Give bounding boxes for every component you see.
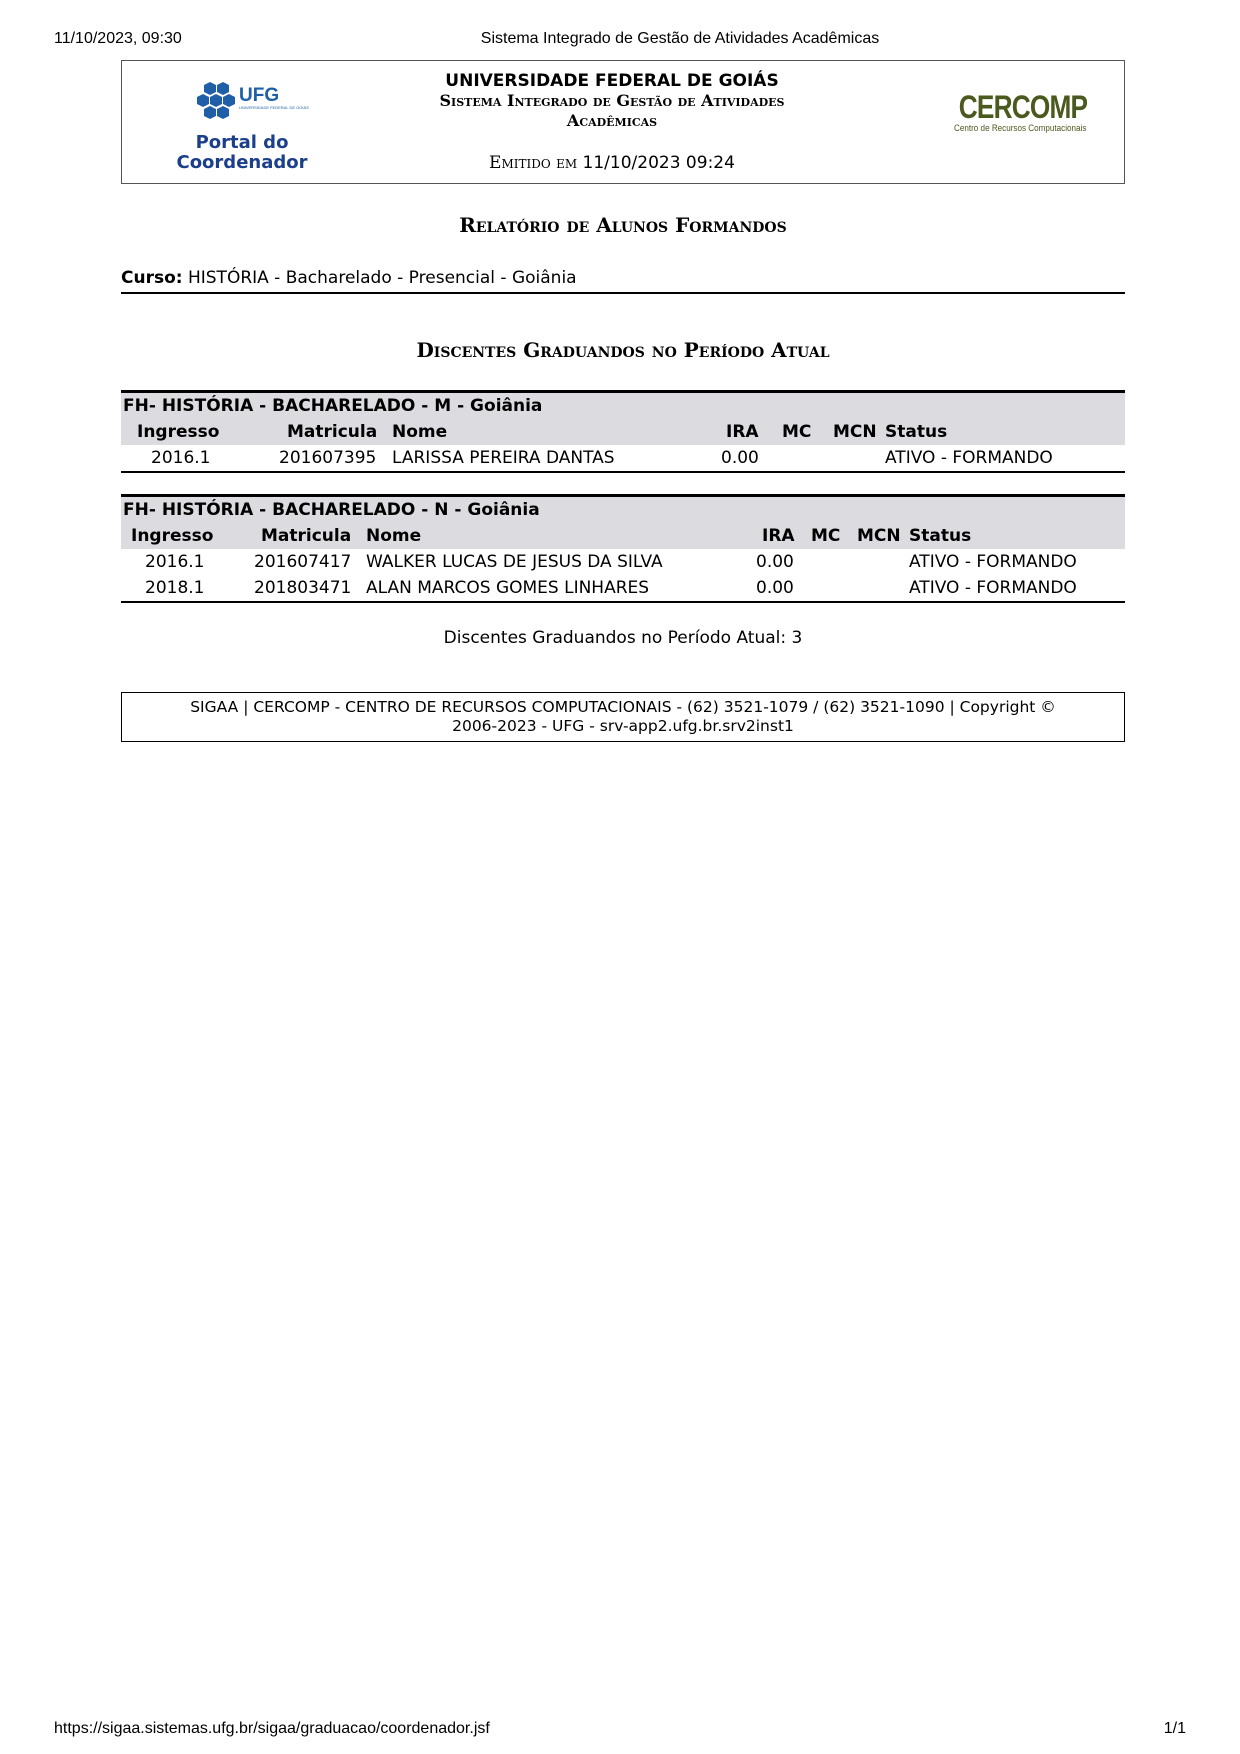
table-row (121, 445, 1125, 471)
col-matricula: Matricula (261, 526, 352, 546)
section-title: Discentes Graduandos no Período Atual (416, 338, 830, 362)
cell-matricula: 201607417 (254, 552, 352, 572)
col-ira: IRA (726, 422, 759, 442)
col-ira: IRA (762, 526, 795, 546)
table-row (121, 549, 1125, 575)
print-page-count: 1/1 (1163, 1720, 1186, 1737)
table-header (121, 419, 1125, 445)
course-label: Curso: (121, 268, 183, 288)
col-mc: MC (811, 526, 841, 546)
cell-ingresso: 2018.1 (145, 578, 205, 598)
cell-ingresso: 2016.1 (145, 552, 205, 572)
col-nome: Nome (366, 526, 422, 546)
cercomp-logo-subtext: Centro de Recursos Computacionais (954, 123, 1087, 133)
system-name-line2: Acadêmicas (566, 111, 658, 130)
cell-status: ATIVO - FORMANDO (909, 578, 1077, 598)
institution-heading (392, 71, 832, 131)
cell-nome: ALAN MARCOS GOMES LINHARES (366, 578, 650, 598)
total-count: Discentes Graduandos no Período Atual: 3 (443, 628, 803, 648)
col-ingresso: Ingresso (131, 526, 214, 546)
portal-line1: Portal do (195, 132, 289, 153)
table-row (121, 575, 1125, 601)
footer-line2: 2006-2023 - UFG - srv-app2.ufg.br.srv2inst1 (452, 717, 794, 735)
col-mc: MC (782, 422, 812, 442)
cercomp-logo (948, 89, 1088, 133)
print-date: 11/10/2023, 09:30 (54, 30, 182, 47)
course-line (121, 268, 1125, 294)
report-page (121, 60, 1125, 735)
issued-label: Emitido em (489, 153, 578, 173)
col-status: Status (909, 526, 972, 546)
col-matricula: Matricula (287, 422, 378, 442)
university-name: UNIVERSIDADE FEDERAL DE GOIÁS (445, 71, 779, 91)
cell-matricula: 201803471 (254, 578, 352, 598)
issued-value: 11/10/2023 09:24 (582, 153, 735, 173)
ufg-logo-subtext: UNIVERSIDADE FEDERAL DE GOIÁS (239, 105, 309, 110)
cercomp-logo-text: CERCOMP (958, 89, 1088, 125)
col-ingresso: Ingresso (137, 422, 220, 442)
ufg-logo-text: UFG (239, 85, 280, 106)
group-table (121, 390, 1125, 473)
col-status: Status (885, 422, 948, 442)
col-mcn: MCN (857, 526, 901, 546)
cell-matricula: 201607395 (279, 448, 377, 468)
ufg-logo (194, 79, 309, 129)
cell-ira: 0.00 (721, 448, 759, 468)
portal-label (152, 133, 332, 173)
footer-line1: SIGAA | CERCOMP - CENTRO DE RECURSOS COMPUTACIONAIS - (62) 3521-1079 / (62) 3521-1090 | Copyright © (190, 698, 1056, 716)
group-title: FH- HISTÓRIA - BACHARELADO - M - Goiânia (121, 393, 1125, 419)
print-url: https://sigaa.sistemas.ufg.br/sigaa/graduacao/coordenador.jsf (54, 1720, 490, 1737)
cell-nome: LARISSA PEREIRA DANTAS (392, 448, 615, 468)
cell-ingresso: 2016.1 (151, 448, 211, 468)
group-title: FH- HISTÓRIA - BACHARELADO - N - Goiânia (121, 497, 1125, 523)
print-header (54, 30, 1186, 50)
system-name-line1: Sistema Integrado de Gestão de Atividades (439, 91, 785, 110)
cell-ira: 0.00 (756, 552, 794, 572)
print-footer (54, 1720, 1186, 1742)
print-title: Sistema Integrado de Gestão de Atividades Acadêmicas (480, 30, 880, 47)
cell-ira: 0.00 (756, 578, 794, 598)
col-mcn: MCN (833, 422, 877, 442)
cell-status: ATIVO - FORMANDO (885, 448, 1053, 468)
col-nome: Nome (392, 422, 448, 442)
report-header (121, 60, 1125, 184)
cell-nome: WALKER LUCAS DE JESUS DA SILVA (366, 552, 663, 572)
group-table (121, 494, 1125, 603)
issued-at (392, 153, 832, 173)
course-value: HISTÓRIA - Bacharelado - Presencial - Goiânia (187, 268, 577, 288)
portal-line2: Coordenador (176, 152, 308, 173)
table-header (121, 523, 1125, 549)
report-footer (121, 692, 1125, 742)
cell-status: ATIVO - FORMANDO (909, 552, 1077, 572)
report-title: Relatório de Alunos Formandos (459, 213, 787, 237)
